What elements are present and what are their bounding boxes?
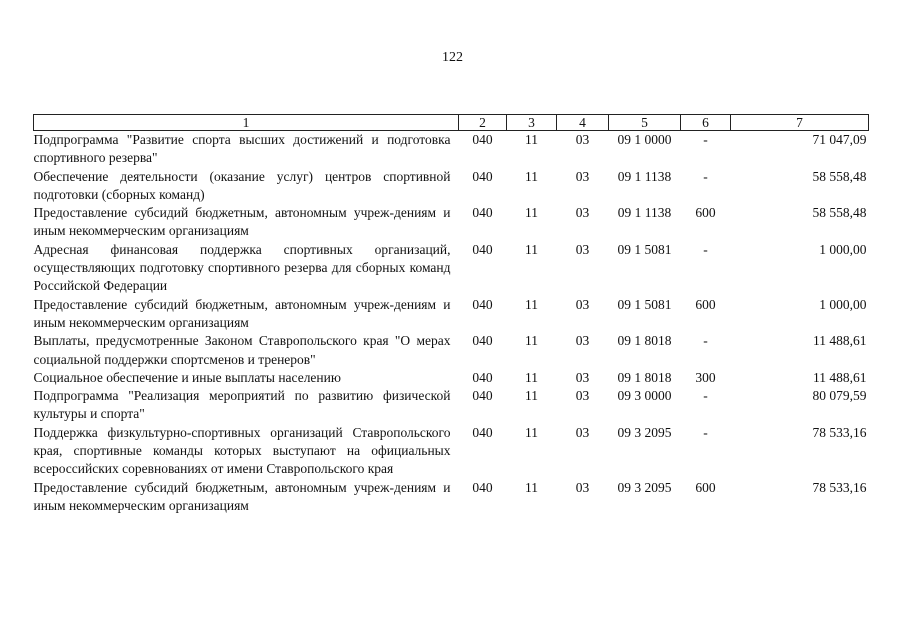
table-row xyxy=(34,168,869,205)
row-code-5: 09 1 8018 xyxy=(617,333,672,349)
budget-table-container xyxy=(33,114,868,515)
row-code-5: 09 1 1138 xyxy=(617,205,672,221)
row-code-3: 11 xyxy=(525,369,538,385)
row-amount: 71 047,09 xyxy=(812,132,867,147)
row-name: Социальное обеспечение и иные выплаты населению xyxy=(33,369,341,385)
row-code-2: 040 xyxy=(472,168,493,184)
row-code-5: 09 3 2095 xyxy=(617,479,672,495)
row-name: Подпрограмма "Развитие спорта высших достижений и подготовка спортивного резерва" xyxy=(33,132,451,166)
row-name: Выплаты, предусмотренные Законом Ставропольского края "О мерах социальной поддержки спортсменов и тренеров" xyxy=(33,333,451,367)
column-header-4: 4 xyxy=(557,115,609,131)
row-code-6: - xyxy=(703,388,708,404)
row-code-4: 03 xyxy=(575,168,590,184)
column-header-6: 6 xyxy=(681,115,731,131)
row-code-4: 03 xyxy=(575,241,590,257)
row-code-5: 09 1 8018 xyxy=(617,369,672,385)
row-name: Поддержка физкультурно-спортивных организаций Ставропольского края, спортивные команды которых выступают на официальных всероссийских соревнованиях от имени Ставропольского края xyxy=(33,424,451,477)
row-code-3: 11 xyxy=(525,333,538,349)
row-code-2: 040 xyxy=(472,388,493,404)
table-row xyxy=(34,369,869,387)
table-row xyxy=(34,204,869,241)
row-code-6: 600 xyxy=(695,479,716,495)
table-row xyxy=(34,241,869,296)
row-code-4: 03 xyxy=(575,205,590,221)
row-code-4: 03 xyxy=(575,296,590,312)
row-code-5: 09 1 1138 xyxy=(617,168,672,184)
column-header-5: 5 xyxy=(609,115,681,131)
table-header-row xyxy=(34,115,869,131)
row-code-4: 03 xyxy=(575,479,590,495)
row-name: Адресная финансовая поддержка спортивных организаций, осуществляющих подготовку спортивного резерва для сборных команд Российской Федерации xyxy=(33,241,451,294)
row-code-4: 03 xyxy=(575,369,590,385)
row-code-6: - xyxy=(703,168,708,184)
row-code-2: 040 xyxy=(472,424,493,440)
row-code-5: 09 1 5081 xyxy=(617,241,672,257)
row-code-6: - xyxy=(703,424,708,440)
column-header-7: 7 xyxy=(731,115,869,131)
table-row xyxy=(34,131,869,168)
row-code-6: - xyxy=(703,132,708,147)
row-amount: 78 533,16 xyxy=(812,479,867,495)
row-code-6: 600 xyxy=(695,296,716,312)
row-code-3: 11 xyxy=(525,479,538,495)
row-name: Предоставление субсидий бюджетным, автономным учреж-дениям и иным некоммерческим организациям xyxy=(33,205,451,239)
row-code-3: 11 xyxy=(525,205,538,221)
column-header-1: 1 xyxy=(34,115,459,131)
row-code-2: 040 xyxy=(472,241,493,257)
row-code-5: 09 1 5081 xyxy=(617,296,672,312)
row-amount: 58 558,48 xyxy=(812,205,867,221)
row-amount: 80 079,59 xyxy=(812,388,867,404)
row-code-3: 11 xyxy=(525,388,538,404)
row-code-5: 09 3 2095 xyxy=(617,424,672,440)
row-name: Обеспечение деятельности (оказание услуг) центров спортивной подготовки (сборных команд) xyxy=(33,168,451,202)
row-code-2: 040 xyxy=(472,479,493,495)
table-row xyxy=(34,332,869,369)
row-code-6: 600 xyxy=(695,205,716,221)
row-code-2: 040 xyxy=(472,333,493,349)
row-name: Предоставление субсидий бюджетным, автономным учреж-дениям и иным некоммерческим организациям xyxy=(33,479,451,513)
row-code-5: 09 3 0000 xyxy=(617,388,672,404)
row-code-6: - xyxy=(703,333,708,349)
row-code-3: 11 xyxy=(525,241,538,257)
row-code-4: 03 xyxy=(575,424,590,440)
column-header-3: 3 xyxy=(507,115,557,131)
column-header-2: 2 xyxy=(459,115,507,131)
row-code-4: 03 xyxy=(575,388,590,404)
table-row xyxy=(34,479,869,516)
row-code-3: 11 xyxy=(525,424,538,440)
row-amount: 58 558,48 xyxy=(812,168,867,184)
budget-table xyxy=(33,114,869,515)
row-amount: 11 488,61 xyxy=(813,333,867,349)
row-name: Подпрограмма "Реализация мероприятий по развитию физической культуры и спорта" xyxy=(33,388,451,422)
row-code-2: 040 xyxy=(472,369,493,385)
row-code-2: 040 xyxy=(472,132,493,147)
row-code-3: 11 xyxy=(525,132,538,147)
row-code-6: 300 xyxy=(695,369,716,385)
row-amount: 1 000,00 xyxy=(819,296,867,312)
row-code-5: 09 1 0000 xyxy=(617,132,672,147)
row-amount: 78 533,16 xyxy=(812,424,867,440)
table-row xyxy=(34,296,869,333)
row-code-3: 11 xyxy=(525,296,538,312)
row-amount: 11 488,61 xyxy=(813,369,867,385)
row-code-2: 040 xyxy=(472,205,493,221)
row-code-3: 11 xyxy=(525,168,538,184)
row-code-4: 03 xyxy=(575,132,590,147)
page-number: 122 xyxy=(442,50,463,65)
row-code-6: - xyxy=(703,241,708,257)
row-amount: 1 000,00 xyxy=(819,241,867,257)
table-row xyxy=(34,387,869,424)
row-name: Предоставление субсидий бюджетным, автономным учреж-дениям и иным некоммерческим организациям xyxy=(33,296,451,330)
table-row xyxy=(34,424,869,479)
row-code-4: 03 xyxy=(575,333,590,349)
row-code-2: 040 xyxy=(472,296,493,312)
